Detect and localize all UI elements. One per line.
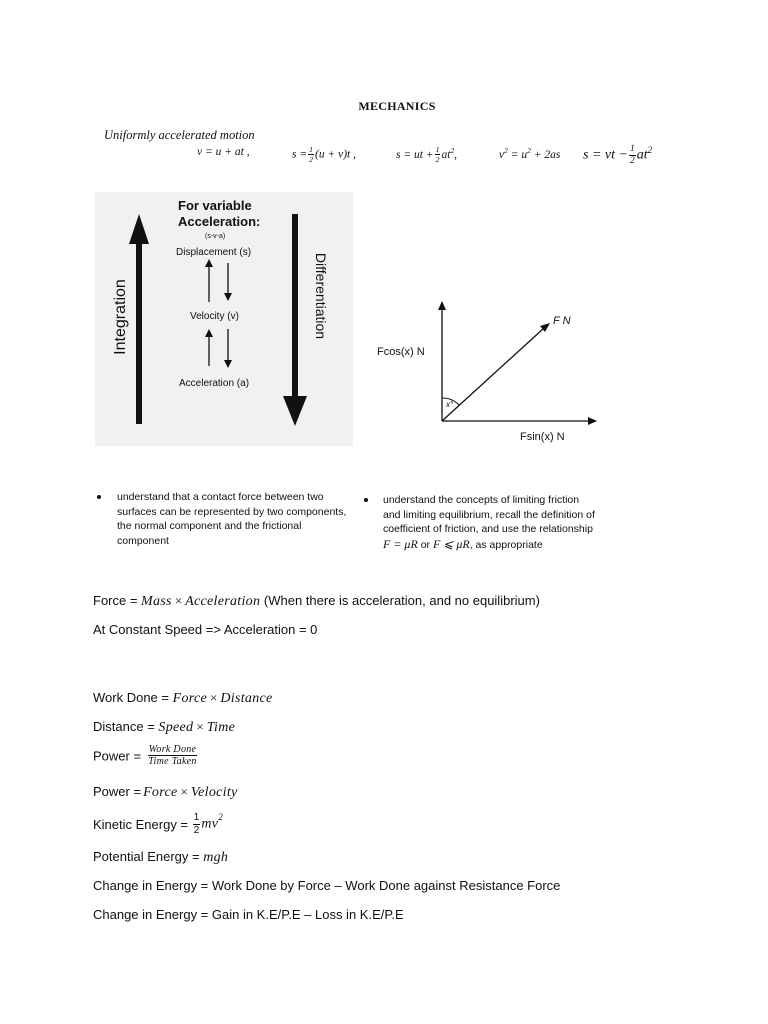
work-done-equation: Work Done = Force × Distance	[93, 690, 273, 706]
variable-acceleration-diagram	[95, 192, 353, 446]
subtitle: Uniformly accelerated motion	[104, 128, 255, 142]
suvat-equation-2: s = $\frac{1}{2}$ (u + v)t ,	[292, 145, 356, 164]
vertical-arrowhead	[438, 301, 446, 310]
potential-energy-equation: Potential Energy = mgh	[93, 849, 229, 865]
change-in-energy-work: Change in Energy = Work Done by Force – Work Done against Resistance Force	[93, 878, 561, 893]
kinetic-energy-equation: Kinetic Energy = $\frac{1}{2}$ $mv^2$	[93, 812, 224, 836]
force-label: F N	[553, 315, 571, 327]
displacement-label: Displacement (s)	[176, 247, 252, 258]
suvat-equation-3: s = ut + $\frac{1}{2}$ $at^2$,	[396, 145, 458, 165]
distance-equation: Distance = Speed × Time	[93, 719, 236, 735]
differentiation-label: Differentiation	[313, 252, 329, 340]
horizontal-arrowhead	[588, 417, 597, 425]
fsin-label: Fsin(x) N	[520, 431, 565, 443]
differentiation-arrow-shaft	[292, 214, 298, 400]
up-arrow-icon	[205, 329, 213, 337]
down-arrow-icon	[224, 293, 232, 301]
power-work-equation: Power = $\frac{\text{Work Done}}{\text{Time Taken}}$	[93, 744, 197, 767]
power-velocity-equation: Power = Force × Velocity	[93, 784, 238, 800]
suvat-equation-4: $v^2 = u^2 + 2as$	[499, 146, 561, 161]
angle-label: x°	[446, 400, 454, 409]
fcos-label: Fcos(x) N	[377, 346, 425, 358]
differentiation-arrowhead	[283, 396, 307, 426]
down-arrow-icon	[224, 360, 232, 368]
up-arrow-icon	[205, 259, 213, 267]
page-title: MECHANICS	[358, 99, 436, 113]
force-equation: Force = Mass × Acceleration (When there is acceleration, and no equilibrium)	[93, 593, 540, 609]
change-in-energy-gain-loss: Change in Energy = Gain in K.E/P.E – Loss in K.E/P.E	[93, 907, 404, 922]
integration-label: Integration	[112, 279, 129, 355]
variable-acceleration-note: (s-v-a)	[205, 233, 226, 240]
variable-acceleration-heading: For variable Acceleration:	[178, 198, 261, 229]
bullet-limiting-friction: understand the concepts of limiting friction and limiting equilibrium, recall the definition of coefficient of friction, and use the relationship F = μR or F ⩽ μR, as appropriate	[364, 493, 595, 552]
force-vector	[442, 328, 544, 421]
integration-arrowhead	[129, 214, 149, 244]
constant-speed-note: At Constant Speed => Acceleration = 0	[93, 622, 318, 637]
force-components-diagram	[360, 290, 610, 460]
acceleration-label: Acceleration (a)	[179, 378, 250, 389]
bullet-contact-force: understand that a contact force between two surfaces can be represented by two components, the normal component and the frictional component	[97, 490, 346, 548]
suvat-equation-1: v = u + at ,	[197, 146, 250, 158]
integration-arrow-shaft	[136, 242, 142, 424]
velocity-label: Velocity (v)	[190, 311, 239, 322]
suvat-equation-5: s = vt − $\frac{1}{2}$ $at^2$	[583, 144, 653, 166]
